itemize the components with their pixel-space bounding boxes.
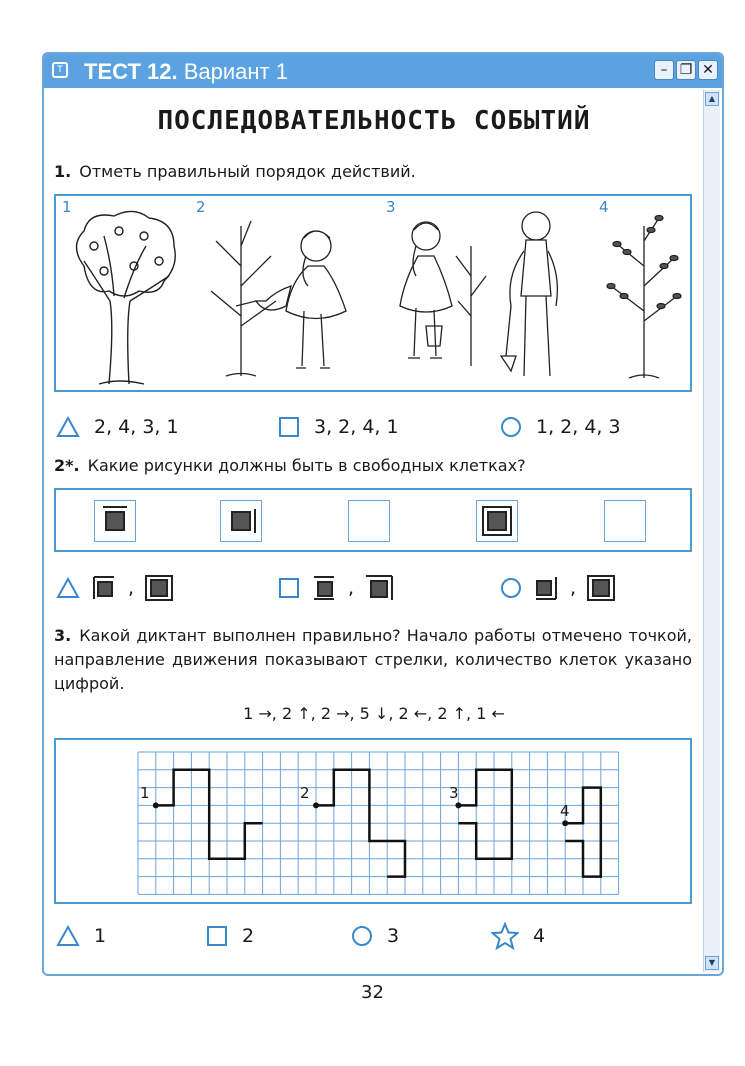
circle-icon <box>500 577 522 599</box>
answer-text: 3, 2, 4, 1 <box>314 416 399 438</box>
page-number: 32 <box>361 982 384 1003</box>
picture-number-3: 3 <box>386 198 396 216</box>
pattern-frame <box>54 488 692 552</box>
question-1-answers <box>56 416 692 438</box>
square-icon <box>278 577 300 599</box>
answer-text: 2 <box>242 925 255 947</box>
test-window <box>42 52 724 976</box>
watering-picture <box>196 206 376 386</box>
square-icon <box>206 925 228 947</box>
pattern-cell-empty-1[interactable] <box>348 500 390 542</box>
path-label-1: 1 <box>140 784 150 802</box>
minimize-button[interactable]: – <box>654 60 674 80</box>
triangle-icon <box>56 416 80 438</box>
scroll-down-icon[interactable]: ▼ <box>705 956 719 970</box>
picture-number-4: 4 <box>599 198 609 216</box>
question-2 <box>54 456 526 475</box>
answer-option-triangle[interactable] <box>56 925 206 947</box>
answer-option-circle[interactable] <box>500 574 616 602</box>
path-label-2: 2 <box>300 784 310 802</box>
planting-picture <box>386 206 596 386</box>
separator: , <box>128 577 135 599</box>
question-3 <box>54 624 692 696</box>
answer-option-circle[interactable] <box>500 416 621 438</box>
question-2-answers <box>56 574 692 602</box>
scroll-up-icon[interactable]: ▲ <box>705 92 719 106</box>
triangle-icon <box>56 925 80 947</box>
test-icon: T <box>52 62 68 78</box>
question-number: 2*. <box>54 456 80 475</box>
pattern-option-icon <box>364 574 394 602</box>
close-button[interactable]: ✕ <box>698 60 718 80</box>
fruit-tree-picture <box>64 206 184 386</box>
circle-icon <box>500 416 522 438</box>
path-label-4: 4 <box>560 802 570 820</box>
pattern-cell-3 <box>476 500 518 542</box>
answer-text: 1, 2, 4, 3 <box>536 416 621 438</box>
star-icon <box>491 922 519 950</box>
question-1 <box>54 162 416 181</box>
window-title <box>84 59 288 85</box>
circle-icon <box>351 925 373 947</box>
question-text: Какие рисунки должны быть в свободных клетках? <box>87 456 526 475</box>
pattern-option-icon <box>90 574 118 602</box>
test-number: ТЕСТ 12. <box>84 59 178 84</box>
question-number: 1. <box>54 162 72 181</box>
question-3-answers <box>56 922 692 950</box>
answer-option-square[interactable] <box>278 574 500 602</box>
pictures-frame <box>54 194 692 392</box>
leafy-tree-picture <box>599 206 689 386</box>
variant-label: Вариант 1 <box>177 59 288 84</box>
answer-text: 1 <box>94 925 107 947</box>
dictation-instructions: 1 →, 2 ↑, 2 →, 5 ↓, 2 ←, 2 ↑, 1 ← <box>243 704 505 723</box>
picture-number-2: 2 <box>196 198 206 216</box>
pattern-option-icon <box>144 574 174 602</box>
answer-text: 3 <box>387 925 400 947</box>
picture-number-1: 1 <box>62 198 72 216</box>
grid-frame <box>54 738 692 904</box>
question-number: 3. <box>54 626 72 645</box>
answer-option-triangle[interactable] <box>56 416 278 438</box>
graph-paper <box>56 740 690 902</box>
pattern-cell-1 <box>94 500 136 542</box>
pattern-option-icon <box>532 574 560 602</box>
pattern-option-icon <box>586 574 616 602</box>
answer-text: 4 <box>533 925 546 947</box>
question-text: Отметь правильный порядок действий. <box>79 162 416 181</box>
path-label-3: 3 <box>449 784 459 802</box>
pattern-option-icon <box>310 574 338 602</box>
pattern-cell-empty-2[interactable] <box>604 500 646 542</box>
page-title: ПОСЛЕДОВАТЕЛЬНОСТЬ СОБЫТИЙ <box>157 106 591 136</box>
vertical-scrollbar[interactable] <box>703 90 720 972</box>
triangle-icon <box>56 577 80 599</box>
separator: , <box>570 577 577 599</box>
answer-option-square[interactable] <box>206 925 351 947</box>
maximize-button[interactable]: ❐ <box>676 60 696 80</box>
question-text: Какой диктант выполнен правильно? Начало работы отмечено точкой, направление движения показывают стрелки, количество клеток указано цифрой. <box>54 626 692 693</box>
answer-option-star[interactable] <box>491 922 545 950</box>
answer-option-square[interactable] <box>278 416 500 438</box>
answer-text: 2, 4, 3, 1 <box>94 416 179 438</box>
title-bar <box>44 54 722 88</box>
answer-option-triangle[interactable] <box>56 574 278 602</box>
answer-option-circle[interactable] <box>351 925 491 947</box>
square-icon <box>278 416 300 438</box>
pattern-cell-2 <box>220 500 262 542</box>
separator: , <box>348 577 355 599</box>
